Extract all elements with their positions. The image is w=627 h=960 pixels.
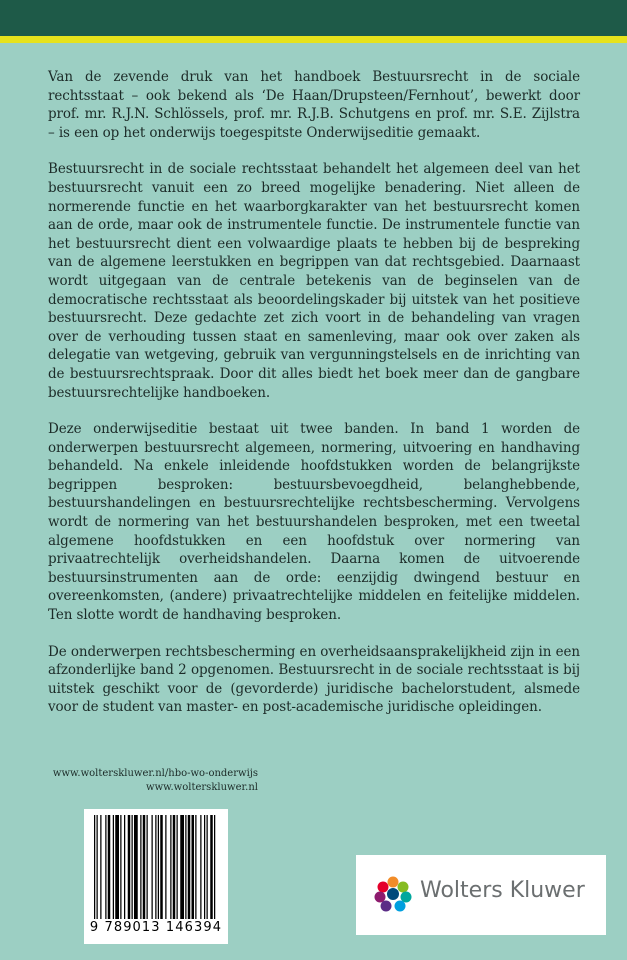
barcode-number: 9 789013 146394 xyxy=(89,920,223,935)
top-band xyxy=(0,0,627,36)
url-main: www.wolterskluwer.nl xyxy=(146,782,258,793)
paragraph-band-1: Deze onderwijseditie bestaat uit twee banden. In band 1 worden de onderwerpen bestuursrecht algemeen, normering, uitvoering en handhaving behandeld. Na enkele inleidende hoofdstukken worden de belangrijkste begrippen besproken: bestuursbevoegdheid, belanghebbende, bestuurshandelingen en bestuursrechtelijke rechtsbescherming. Vervolgens wordt de normering van het bestuurshandelen besproken, met een tweetal algemene hoofdstukken en een hoofdstuk over normering van privaatrechtelijk overheidshandelen. Daarna komen de uitvoerende bestuursinstrumenten aan de orde: eenzijdig dwingend bestuur en overeenkomsten, (andere) privaatrechtelijke middelen en feitelijke middelen. Ten slotte wordt de handhaving besproken. xyxy=(48,421,580,624)
publisher-logo xyxy=(356,855,606,935)
paragraph-description: Bestuursrecht in de sociale rechtsstaat behandelt het algemeen deel van het bestuursrecht vanuit een zo breed mogelijke benadering. Niet alleen de normerende functie en het waarborgkarakter van het bestuursrecht komen aan de orde, maar ook de instrumentele functie. De instrumentele functie van het bestuursrecht dient een volwaardige plaats te hebben bij de bespreking van de algemene leerstukken en begrippen van dat rechtsgebied. Daarnaast wordt uitgegaan van de centrale betekenis van de beginselen van de democratische rechtsstaat als beoordelingskader bij uitstek van het positieve bestuursrecht. Deze gedachte zet zich voort in de behandeling van vragen over de verhouding tussen staat en samenleving, maar ook over zaken als delegatie van wetgeving, gebruik van vergunningstelsels en de inrichting van de bestuursrechtspraak. Door dit alles biedt het boek meer dan de gangbare bestuursrechtelijke handboeken. xyxy=(48,161,580,401)
back-cover-text xyxy=(48,68,580,735)
wolters-kluwer-logo-icon xyxy=(374,875,412,913)
barcode-bars xyxy=(84,809,228,921)
url-onderwijs: www.wolterskluwer.nl/hbo-wo-onderwijs xyxy=(52,768,258,779)
logo-wordmark: Wolters Kluwer xyxy=(420,878,585,903)
paragraph-intro: Van de zevende druk van het handboek Bestuursrecht in de sociale rechtsstaat – ook bekend als ‘De Haan/Drupsteen/Fernhout’, bewerkt door prof. mr. R.J.N. Schlössels, prof. mr. R.J.B. Schutgens en prof. mr. S.E. Zijlstra – is een op het onderwijs toegespitste Onderwijseditie gemaakt. xyxy=(48,69,580,141)
paragraph-band-2: De onderwerpen rechtsbescherming en overheidsaansprakelijkheid zijn in een afzonderlijke band 2 opgenomen. Bestuursrecht in de sociale rechtsstaat is bij uitstek geschikt voor de (gevorderde) juridische bachelorstudent, alsmede voor de student van master- en post-academische juridische opleidingen. xyxy=(48,643,580,716)
accent-line xyxy=(0,36,627,43)
publisher-urls xyxy=(48,767,258,795)
isbn-barcode xyxy=(84,809,228,944)
